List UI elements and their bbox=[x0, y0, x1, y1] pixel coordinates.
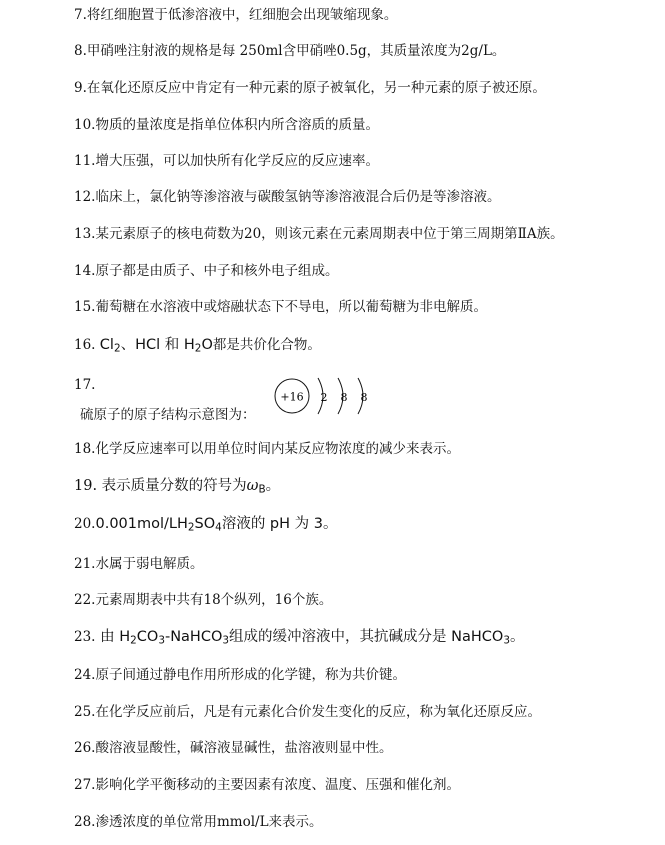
question-number: 18. bbox=[74, 441, 96, 457]
sulfur-atom-diagram bbox=[272, 372, 372, 418]
shell-electrons-3: 8 bbox=[360, 391, 368, 404]
question-16 bbox=[74, 336, 321, 354]
question-25 bbox=[74, 703, 541, 721]
question-number: 23. bbox=[74, 629, 96, 645]
question-text: 都是共价化合物。 bbox=[212, 337, 321, 353]
question-10 bbox=[74, 116, 379, 134]
question-text: 化学反应速率可以用单位时间内某反应物浓度的减少来表示。 bbox=[95, 441, 460, 457]
question-22 bbox=[74, 591, 332, 609]
question-20: $20.0.001mol/LH_2SO_4$溶液的 pH 为 3。 bbox=[74, 516, 338, 534]
question-24 bbox=[74, 666, 406, 684]
question-text: 增大压强，可以加快所有化学反应的反应速率。 bbox=[95, 153, 379, 169]
question-21 bbox=[74, 555, 203, 573]
question-text: 原子都是由质子、中子和核外电子组成。 bbox=[95, 263, 339, 279]
nucleus-charge: +16 bbox=[280, 390, 304, 404]
question-17-label: 硫原子的原子结构示意图为： bbox=[80, 407, 256, 423]
question-number: 15. bbox=[74, 299, 96, 315]
question-number: 24. bbox=[74, 667, 96, 683]
question-text: 甲硝唑注射液的规格是每 250ml含甲硝唑0.5g，其质量浓度为2g/L。 bbox=[86, 43, 506, 59]
question-text: 将红细胞置于低渗溶液中，红细胞会出现皱缩现象。 bbox=[86, 7, 398, 23]
question-number: 20. bbox=[74, 516, 96, 532]
question-number: 19. bbox=[74, 478, 98, 494]
question-text: 临床上，氯化钠等渗溶液与碳酸氢钠等渗溶液混合后仍是等渗溶液。 bbox=[95, 189, 501, 205]
question-number: 7. bbox=[74, 7, 87, 23]
question-27 bbox=[74, 776, 460, 794]
question-14 bbox=[74, 262, 338, 280]
question-text: 在化学反应前后，凡是有元素化合价发生变化的反应，称为氧化还原反应。 bbox=[95, 704, 541, 720]
question-text: 原子间通过静电作用所形成的化学键，称为共价键。 bbox=[95, 667, 406, 683]
question-text: 水属于弱电解质。 bbox=[95, 556, 204, 572]
question-number: 13. bbox=[74, 226, 96, 242]
question-12 bbox=[74, 188, 500, 206]
question-number: 10. bbox=[74, 117, 96, 133]
question-number: 14. bbox=[74, 263, 96, 279]
question-number: 22. bbox=[74, 592, 96, 608]
question-text: 物质的量浓度是指单位体积内所含溶质的质量。 bbox=[95, 117, 379, 133]
question-number: 21. bbox=[74, 556, 96, 572]
question-text: 元素周期表中共有18个纵列，16个族。 bbox=[95, 592, 333, 608]
formula-cl2: $Cl_2$、HCl 和 $H_2O$ bbox=[99, 337, 213, 355]
question-7 bbox=[74, 6, 397, 24]
question-number: 16. bbox=[74, 337, 96, 353]
question-text: 渗透浓度的单位常用mmol/L来表示。 bbox=[95, 814, 323, 830]
shell-electrons-1: 2 bbox=[320, 391, 328, 404]
question-number: 8. bbox=[74, 43, 87, 59]
shell-electrons-2: 8 bbox=[340, 391, 348, 404]
question-number: 28. bbox=[74, 814, 96, 830]
question-text: 影响化学平衡移动的主要因素有浓度、温度、压强和催化剂。 bbox=[95, 777, 460, 793]
mass-fraction-symbol: ω bbox=[246, 478, 259, 494]
question-number: 27. bbox=[74, 777, 96, 793]
question-26 bbox=[74, 739, 392, 757]
question-text: 在氧化还原反应中肯定有一种元素的原子被氧化，另一种元素的原子被还原。 bbox=[86, 80, 546, 96]
question-13 bbox=[74, 225, 564, 243]
question-15 bbox=[74, 298, 487, 316]
question-text: 表示质量分数的符号为 bbox=[101, 478, 247, 494]
question-28 bbox=[74, 813, 323, 831]
question-23: 23. 由 $H_2CO_3-NaHCO_3$组成的缓冲溶液中，其抗碱成分是 NaHCO$_3$。 bbox=[74, 629, 525, 647]
question-number: 12. bbox=[74, 189, 96, 205]
question-text: 某元素原子的核电荷数为20，则该元素在元素周期表中位于第三周期第ⅡA族。 bbox=[95, 226, 564, 242]
question-17 bbox=[74, 376, 95, 394]
question-9 bbox=[74, 79, 546, 97]
question-number: 25. bbox=[74, 704, 96, 720]
question-number: 9. bbox=[74, 80, 87, 96]
question-number: 11. bbox=[74, 153, 96, 169]
question-19: 19. 表示质量分数的符号为$\omega_B$。 bbox=[74, 478, 281, 496]
question-number: 17. bbox=[74, 377, 96, 393]
question-8 bbox=[74, 42, 505, 60]
question-number: 26. bbox=[74, 740, 96, 756]
question-text: 酸溶液显酸性，碱溶液显碱性，盐溶液则显中性。 bbox=[95, 740, 393, 756]
question-11 bbox=[74, 152, 379, 170]
question-text: 葡萄糖在水溶液中或熔融状态下不导电，所以葡萄糖为非电解质。 bbox=[95, 299, 487, 315]
question-18 bbox=[74, 440, 460, 458]
